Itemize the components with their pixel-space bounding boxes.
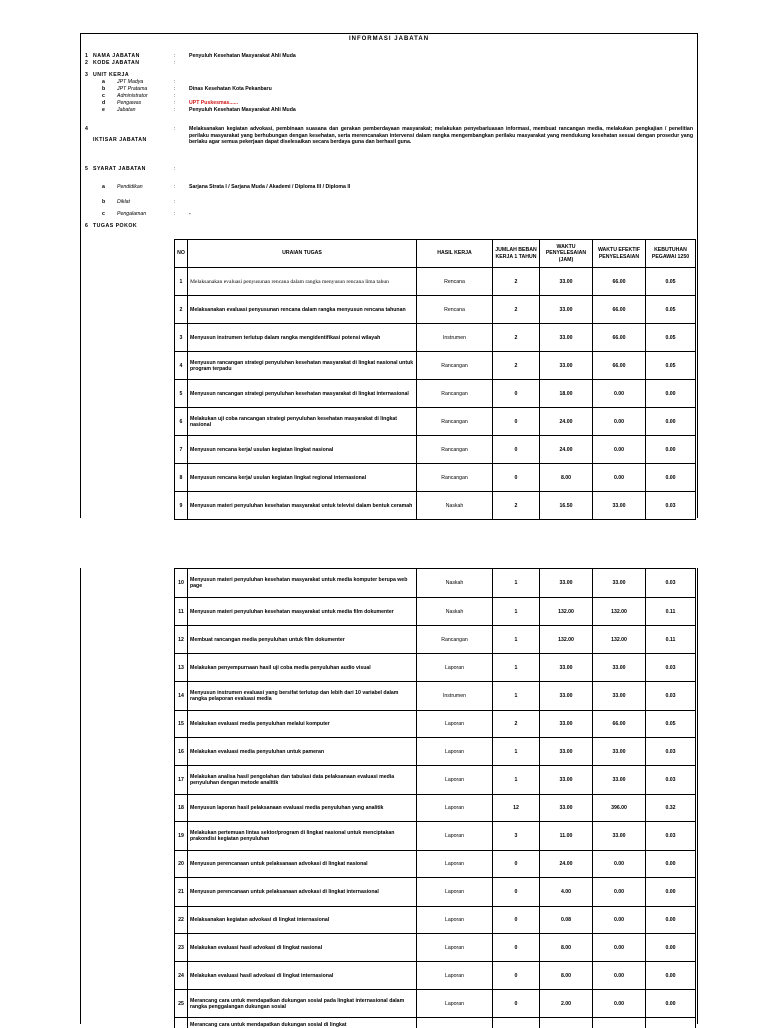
cell-hasil-kerja: Rencana — [417, 268, 493, 296]
cell-no: 18 — [175, 795, 188, 822]
cell-kebutuhan: 0.05 — [646, 324, 696, 352]
info-sub-letter: d — [102, 100, 106, 106]
table-row — [175, 569, 696, 598]
cell-kebutuhan: 0.00 — [646, 907, 696, 934]
header-waktu-efektif: WAKTU EFEKTIF PENYELESAIAN — [593, 240, 646, 268]
info-label: Diklat — [117, 199, 130, 205]
cell-hasil-kerja: Naskah — [417, 598, 493, 626]
cell-jumlah: 2 — [493, 296, 540, 324]
cell-no: 24 — [175, 962, 188, 990]
info-row — [81, 211, 697, 218]
cell-hasil-kerja: Laporan — [417, 934, 493, 962]
cell-hasil-kerja: Laporan — [417, 907, 493, 934]
info-sub-letter: c — [102, 211, 105, 217]
table-row — [175, 380, 696, 408]
cell-waktu-efektif: 66.00 — [593, 711, 646, 738]
cell-kebutuhan: 0.00 — [646, 380, 696, 408]
table-row — [175, 822, 696, 851]
cell-waktu: 33.00 — [540, 569, 593, 598]
cell-waktu: 18.00 — [540, 380, 593, 408]
info-value: Dinas Kesehatan Kota Pekanbaru — [189, 86, 272, 92]
info-colon: : — [174, 53, 176, 59]
cell-waktu-efektif: 0.00 — [593, 907, 646, 934]
header-waktu-penyelesaian: WAKTU PENYELESAIAN (JAM) — [540, 240, 593, 268]
cell-uraian-tugas: Menyusun instrumen terlutup dalam rangka mengidentifikasi potensi wilayah — [188, 324, 417, 352]
cell-no: 7 — [175, 436, 188, 464]
cell-kebutuhan: 0.03 — [646, 682, 696, 711]
cell-waktu-efektif: 0.00 — [593, 408, 646, 436]
cell-uraian-tugas: Melakukan evaluasi media penyuluhan untuk pameran — [188, 738, 417, 766]
info-row — [81, 53, 697, 60]
cell-kebutuhan: 0.32 — [646, 795, 696, 822]
cell-no: 23 — [175, 934, 188, 962]
cell-no: 14 — [175, 682, 188, 711]
cell-waktu: 33.00 — [540, 352, 593, 380]
table-row — [175, 738, 696, 766]
cell-uraian-tugas: Merancang cara untuk mendapatkan dukungan sosial di lingkat — [188, 1018, 417, 1028]
cell-hasil-kerja: Rancangan — [417, 626, 493, 654]
cell-kebutuhan: 0.05 — [646, 352, 696, 380]
info-colon: : — [174, 166, 176, 172]
cell-waktu: 24.00 — [540, 408, 593, 436]
cell-waktu: 4.00 — [540, 878, 593, 907]
cell-uraian-tugas: Melakukan penyempurnaan hasil uji coba media penyuluhan audio visual — [188, 654, 417, 682]
table-row — [175, 268, 696, 296]
cell-jumlah: 0 — [493, 464, 540, 492]
info-colon: : — [174, 126, 176, 132]
cell-waktu-efektif: 66.00 — [593, 352, 646, 380]
cell-hasil-kerja: Laporan — [417, 738, 493, 766]
info-row — [81, 184, 697, 191]
cell-waktu-efektif: 132.00 — [593, 626, 646, 654]
cell-waktu-efektif: 66.00 — [593, 268, 646, 296]
table-row-partial — [175, 1018, 696, 1028]
table-row — [175, 436, 696, 464]
cell-uraian-tugas: Melakukan uji coba rancangan strategi penyuluhan kesehatan masyarakat di lingkat nasional — [188, 408, 417, 436]
cell-waktu: 24.00 — [540, 851, 593, 878]
table-header-row — [175, 240, 696, 268]
info-number: 1 — [85, 53, 88, 59]
table-row — [175, 934, 696, 962]
cell-jumlah: 2 — [493, 324, 540, 352]
cell-uraian-tugas: Melaksanakan kegiatan advokasi di lingkat internasional — [188, 907, 417, 934]
cell-jumlah: 1 — [493, 738, 540, 766]
info-value: Sarjana Strata I / Sarjana Muda / Akademi / Diploma III / Diploma II — [189, 184, 351, 190]
cell-hasil-kerja: Rancangan — [417, 436, 493, 464]
cell-kebutuhan: 0.03 — [646, 822, 696, 851]
table-row — [175, 464, 696, 492]
cell-no: 8 — [175, 464, 188, 492]
cell-waktu-efektif: 66.00 — [593, 324, 646, 352]
cell-hasil-kerja: Instrumen — [417, 682, 493, 711]
header-kebutuhan-pegawai: KEBUTUHAN PEGAWAI 1250 — [646, 240, 696, 268]
info-number: 3 — [85, 72, 88, 78]
cell-waktu: 8.00 — [540, 934, 593, 962]
table-row — [175, 492, 696, 520]
info-colon: : — [174, 199, 176, 205]
table-row — [175, 711, 696, 738]
info-colon: : — [174, 86, 176, 92]
cell-kebutuhan: 0.00 — [646, 962, 696, 990]
cell-hasil-kerja: Naskah — [417, 569, 493, 598]
cell-waktu: 8.00 — [540, 962, 593, 990]
cell-no: 20 — [175, 851, 188, 878]
info-colon: : — [174, 211, 176, 217]
cell-jumlah: 2 — [493, 711, 540, 738]
cell-empty — [417, 1018, 493, 1028]
table-row — [175, 408, 696, 436]
cell-jumlah: 12 — [493, 795, 540, 822]
cell-waktu-efektif: 33.00 — [593, 738, 646, 766]
cell-kebutuhan: 0.03 — [646, 766, 696, 795]
info-colon: : — [174, 100, 176, 106]
cell-waktu: 8.00 — [540, 464, 593, 492]
table-row — [175, 626, 696, 654]
cell-waktu: 33.00 — [540, 654, 593, 682]
cell-jumlah: 2 — [493, 268, 540, 296]
cell-uraian-tugas: Menyusun rancangan strategi penyuluhan kesehatan masyarakat di lingkat internasional — [188, 380, 417, 408]
cell-hasil-kerja: Rancangan — [417, 352, 493, 380]
cell-waktu: 33.00 — [540, 711, 593, 738]
info-label: Pengawas — [117, 100, 142, 106]
cell-no: 4 — [175, 352, 188, 380]
cell-waktu: 16.50 — [540, 492, 593, 520]
cell-kebutuhan: 0.00 — [646, 934, 696, 962]
info-value: Penyuluh Kesehatan Masyarakat Ahli Muda — [189, 107, 296, 113]
cell-jumlah: 2 — [493, 352, 540, 380]
table-row — [175, 324, 696, 352]
cell-kebutuhan: 0.00 — [646, 464, 696, 492]
cell-uraian-tugas: Melaksanakan evaluasi penyusunan rencana dalam rangka menyusun rencana tahunan — [188, 296, 417, 324]
cell-kebutuhan: 0.05 — [646, 268, 696, 296]
cell-waktu-efektif: 0.00 — [593, 851, 646, 878]
cell-hasil-kerja: Laporan — [417, 990, 493, 1018]
cell-waktu-efektif: 0.00 — [593, 380, 646, 408]
cell-waktu-efektif: 0.00 — [593, 962, 646, 990]
cell-uraian-tugas: Menyusun rancangan strategi penyuluhan kesehatan masyarakat di lingkat nasional untuk program terpadu — [188, 352, 417, 380]
header-hasil-kerja: HASIL KERJA — [417, 240, 493, 268]
cell-no: 22 — [175, 907, 188, 934]
info-label: SYARAT JABATAN — [93, 166, 146, 172]
cell-hasil-kerja: Rencana — [417, 296, 493, 324]
cell-waktu: 33.00 — [540, 682, 593, 711]
cell-waktu-efektif: 33.00 — [593, 682, 646, 711]
info-row — [81, 126, 697, 156]
cell-waktu-efektif: 0.00 — [593, 878, 646, 907]
cell-jumlah: 0 — [493, 851, 540, 878]
cell-uraian-tugas: Menyusun rencana kerja/ usulan kegiatan lingkat regional internasional — [188, 464, 417, 492]
cell-hasil-kerja: Laporan — [417, 851, 493, 878]
cell-jumlah: 0 — [493, 962, 540, 990]
cell-uraian-tugas: Menyusun materi penyuluhan kesehatan masyarakat untuk media komputer berupa web page — [188, 569, 417, 598]
cell-uraian-tugas: Membuat rancangan media penyuluhan untuk film dokumenter — [188, 626, 417, 654]
info-label: KODE JABATAN — [93, 60, 140, 66]
cell-no: 15 — [175, 711, 188, 738]
document-page-2 — [80, 568, 698, 1028]
cell-jumlah: 0 — [493, 408, 540, 436]
cell-waktu-efektif: 396.00 — [593, 795, 646, 822]
cell-jumlah: 3 — [493, 822, 540, 851]
cell-jumlah: 1 — [493, 569, 540, 598]
cell-no: 11 — [175, 598, 188, 626]
table-row — [175, 682, 696, 711]
cell-waktu-efektif: 0.00 — [593, 464, 646, 492]
cell-uraian-tugas: Melakukan pertemuan lintas sektor/program di lingkat nasional untuk menciptakan prakondisi kegiatan penyuluhan — [188, 822, 417, 851]
cell-no: 13 — [175, 654, 188, 682]
table-row — [175, 878, 696, 907]
cell-kebutuhan: 0.00 — [646, 436, 696, 464]
cell-kebutuhan: 0.05 — [646, 296, 696, 324]
cell-no: 6 — [175, 408, 188, 436]
info-sub-letter: a — [102, 79, 105, 85]
cell-waktu-efektif: 132.00 — [593, 598, 646, 626]
cell-kebutuhan: 0.11 — [646, 598, 696, 626]
cell-waktu-efektif: 33.00 — [593, 822, 646, 851]
info-row — [81, 72, 697, 79]
cell-uraian-tugas: Melakukan evaluasi media penyuluhan melalui komputer — [188, 711, 417, 738]
info-number: 5 — [85, 166, 88, 172]
cell-waktu: 33.00 — [540, 766, 593, 795]
info-row — [81, 107, 697, 114]
cell-hasil-kerja: Rancangan — [417, 380, 493, 408]
table-row — [175, 598, 696, 626]
cell-kebutuhan: 0.03 — [646, 492, 696, 520]
cell-no: 9 — [175, 492, 188, 520]
header-jumlah-beban-kerja: JUMLAH BEBAN KERJA 1 TAHUN — [493, 240, 540, 268]
info-number: 6 — [85, 223, 88, 229]
table-row — [175, 990, 696, 1018]
info-colon: : — [174, 79, 176, 85]
cell-hasil-kerja: Laporan — [417, 654, 493, 682]
cell-waktu: 24.00 — [540, 436, 593, 464]
info-value: Penyuluh Kesehatan Masyarakat Ahli Muda — [189, 53, 296, 59]
info-value: UPT Puskesmas...... — [189, 100, 239, 106]
cell-waktu: 33.00 — [540, 268, 593, 296]
info-label: IKTISAR JABATAN — [93, 137, 147, 143]
info-row — [81, 100, 697, 107]
cell-uraian-tugas: Menyusun materi penyuluhan kesehatan masyarakat untuk televisi dalam bentuk ceramah — [188, 492, 417, 520]
info-row — [81, 86, 697, 93]
cell-hasil-kerja: Instrumen — [417, 324, 493, 352]
cell-no: 19 — [175, 822, 188, 851]
cell-waktu: 33.00 — [540, 296, 593, 324]
table-row — [175, 766, 696, 795]
cell-jumlah: 1 — [493, 682, 540, 711]
cell-waktu-efektif: 0.00 — [593, 990, 646, 1018]
header-no: NO — [175, 240, 188, 268]
table-row — [175, 907, 696, 934]
info-colon: : — [174, 93, 176, 99]
info-row — [81, 60, 697, 67]
info-sub-letter: c — [102, 93, 105, 99]
cell-hasil-kerja: Laporan — [417, 711, 493, 738]
cell-kebutuhan: 0.00 — [646, 851, 696, 878]
header-uraian-tugas: URAIAN TUGAS — [188, 240, 417, 268]
cell-no: 16 — [175, 738, 188, 766]
cell-no: 5 — [175, 380, 188, 408]
cell-waktu-efektif: 33.00 — [593, 492, 646, 520]
cell-empty — [646, 1018, 696, 1028]
cell-kebutuhan: 0.00 — [646, 408, 696, 436]
table-row — [175, 654, 696, 682]
cell-jumlah: 0 — [493, 934, 540, 962]
info-row — [81, 79, 697, 86]
info-label: NAMA JABATAN — [93, 53, 140, 59]
info-label: JPT Madya — [117, 79, 144, 85]
info-label: Pengalaman — [117, 211, 147, 217]
cell-uraian-tugas: Melakukan evaluasi hasil advokasi di lingkat nasional — [188, 934, 417, 962]
info-row — [81, 166, 697, 173]
info-row — [81, 199, 697, 206]
cell-waktu: 0.08 — [540, 907, 593, 934]
cell-hasil-kerja: Rancangan — [417, 408, 493, 436]
cell-empty — [175, 1018, 188, 1028]
cell-uraian-tugas: Menyusun perencanaan untuk pelaksanaan advokasi di lingkat internasional — [188, 878, 417, 907]
cell-waktu: 2.00 — [540, 990, 593, 1018]
cell-uraian-tugas: Menyusun materi penyuluhan kesehatan masyarakat untuk media film dokumenter — [188, 598, 417, 626]
cell-empty — [493, 1018, 540, 1028]
document-page-1 — [80, 33, 698, 518]
info-label: TUGAS POKOK — [93, 223, 138, 229]
info-label: Administrator — [117, 93, 148, 99]
cell-waktu-efektif: 33.00 — [593, 766, 646, 795]
cell-no: 12 — [175, 626, 188, 654]
info-label: Pendidikan — [117, 184, 143, 190]
cell-no: 3 — [175, 324, 188, 352]
info-sub-letter: a — [102, 184, 105, 190]
cell-empty — [593, 1018, 646, 1028]
cell-uraian-tugas: Merancang cara untuk mendapatkan dukungan sosial pada lingkat internasional dalam rangka penggalangan dukungan sosial — [188, 990, 417, 1018]
cell-jumlah: 0 — [493, 990, 540, 1018]
cell-no: 10 — [175, 569, 188, 598]
info-number: 2 — [85, 60, 88, 66]
cell-waktu: 33.00 — [540, 795, 593, 822]
cell-jumlah: 1 — [493, 654, 540, 682]
iktisar-text: Melaksanakan kegiatan advokasi, pembinaan suasana dan gerakan pemberdayaan masyarakat; melakukan penyebarluasan informasi, membuat rancangan media, melakukan pengkajian / penelitian perilaku masyarakat yang berhubungan dengan kesehatan, serta merencanakan intervensi dalam rangka mengembangkan perilaku masyarakat yang mendukung kesehatan sesuai dengan prosedur yang berlaku agar semua pekerjaan dapat diselesaikan secara berdaya guna dan berhasil guna. — [189, 126, 693, 145]
cell-kebutuhan: 0.00 — [646, 990, 696, 1018]
cell-jumlah: 1 — [493, 626, 540, 654]
info-label: JPT Pratama — [117, 86, 148, 92]
cell-uraian-tugas: Melakukan analisa hasil pengolahan dan tabulasi data pelaksanaan evaluasi media penyuluhan dengan metode analitik — [188, 766, 417, 795]
cell-hasil-kerja: Rancangan — [417, 464, 493, 492]
cell-hasil-kerja: Laporan — [417, 795, 493, 822]
cell-waktu: 33.00 — [540, 738, 593, 766]
cell-kebutuhan: 0.11 — [646, 626, 696, 654]
cell-uraian-tugas: Menyusun perencanaan untuk pelaksanaan advokasi di lingkat nasional — [188, 851, 417, 878]
cell-waktu-efektif: 0.00 — [593, 934, 646, 962]
info-sub-letter: b — [102, 86, 106, 92]
cell-hasil-kerja: Laporan — [417, 962, 493, 990]
tugas-pokok-table-continued — [174, 568, 696, 1028]
cell-hasil-kerja: Naskah — [417, 492, 493, 520]
document-title: INFORMASI JABATAN — [348, 36, 430, 42]
cell-jumlah: 0 — [493, 380, 540, 408]
cell-waktu-efektif: 0.00 — [593, 436, 646, 464]
cell-uraian-tugas: Melaksanakan evaluasi penyusunan rencana dalam rangka menyusun rencana lima tahun — [188, 268, 417, 296]
cell-kebutuhan: 0.03 — [646, 654, 696, 682]
cell-no: 25 — [175, 990, 188, 1018]
cell-empty — [540, 1018, 593, 1028]
cell-hasil-kerja: Laporan — [417, 766, 493, 795]
cell-waktu-efektif: 33.00 — [593, 569, 646, 598]
info-sub-letter: b — [102, 199, 106, 205]
table-row — [175, 962, 696, 990]
cell-jumlah: 0 — [493, 907, 540, 934]
cell-kebutuhan: 0.03 — [646, 738, 696, 766]
info-label: Jabatan — [117, 107, 136, 113]
cell-jumlah: 1 — [493, 598, 540, 626]
cell-uraian-tugas: Menyusun laporan hasil pelaksanaan evaluasi media penyuluhan yang analitik — [188, 795, 417, 822]
info-sub-letter: e — [102, 107, 105, 113]
tugas-pokok-table — [174, 239, 696, 520]
cell-uraian-tugas: Melakukan evaluasi hasil advokasi di lingkat internasional — [188, 962, 417, 990]
cell-hasil-kerja: Laporan — [417, 878, 493, 907]
info-value: - — [189, 211, 191, 217]
cell-no: 2 — [175, 296, 188, 324]
cell-jumlah: 0 — [493, 878, 540, 907]
cell-hasil-kerja: Laporan — [417, 822, 493, 851]
cell-jumlah: 0 — [493, 436, 540, 464]
cell-waktu: 132.00 — [540, 598, 593, 626]
cell-no: 21 — [175, 878, 188, 907]
info-colon: : — [174, 184, 176, 190]
table-row — [175, 851, 696, 878]
cell-uraian-tugas: Menyusun rencana kerja/ usulan kegiatan lingkat nasional — [188, 436, 417, 464]
cell-kebutuhan: 0.03 — [646, 569, 696, 598]
cell-jumlah: 1 — [493, 766, 540, 795]
cell-waktu-efektif: 33.00 — [593, 654, 646, 682]
cell-kebutuhan: 0.05 — [646, 711, 696, 738]
cell-waktu: 11.00 — [540, 822, 593, 851]
info-colon: : — [174, 60, 176, 66]
info-colon: : — [174, 107, 176, 113]
cell-waktu-efektif: 66.00 — [593, 296, 646, 324]
cell-no: 17 — [175, 766, 188, 795]
info-number: 4 — [85, 126, 88, 132]
info-label: UNIT KERJA — [93, 72, 130, 78]
table-row — [175, 352, 696, 380]
cell-no: 1 — [175, 268, 188, 296]
info-row — [81, 93, 697, 100]
cell-kebutuhan: 0.00 — [646, 878, 696, 907]
cell-jumlah: 2 — [493, 492, 540, 520]
cell-uraian-tugas: Menyusun instrumen evaluasi yang bersifat terlutup dan lebih dari 10 variabel dalam rangka pelaporan evaluasi media — [188, 682, 417, 711]
table-row — [175, 296, 696, 324]
cell-waktu: 33.00 — [540, 324, 593, 352]
info-row — [81, 223, 697, 230]
table-row — [175, 795, 696, 822]
cell-waktu: 132.00 — [540, 626, 593, 654]
